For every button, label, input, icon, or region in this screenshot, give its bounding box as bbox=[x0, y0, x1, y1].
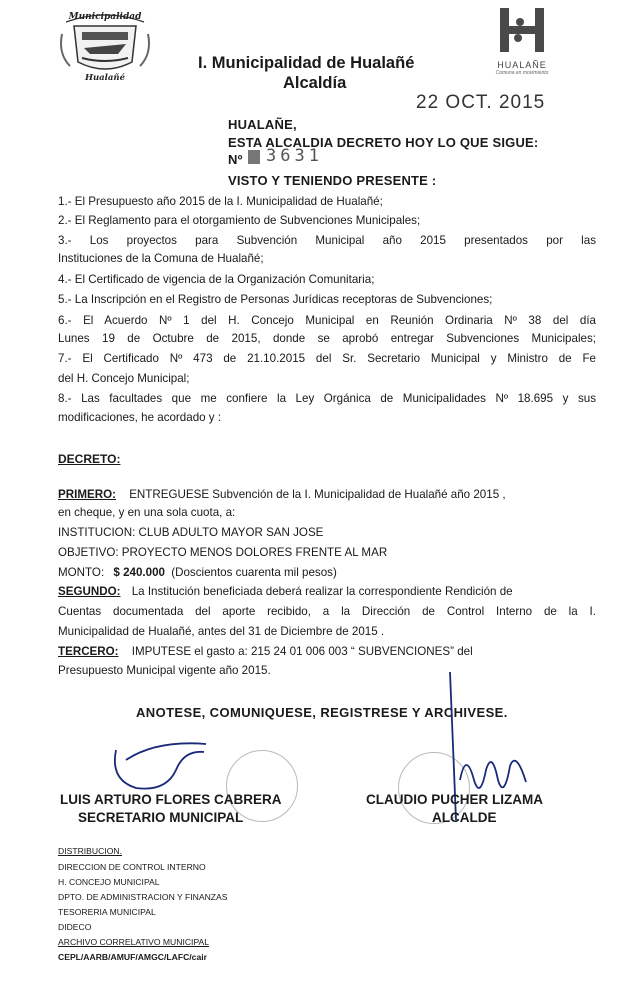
decree-place: HUALAÑE, bbox=[228, 117, 297, 132]
closing-text: ANOTESE, COMUNIQUESE, REGISTRESE Y ARCHIVESE. bbox=[136, 705, 508, 720]
page-title: I. Municipalidad de Hualañé bbox=[198, 54, 415, 72]
municipal-seal bbox=[56, 4, 154, 82]
monto-line bbox=[58, 566, 337, 579]
considerando-8-cont: modificaciones, he acordado y : bbox=[58, 411, 222, 424]
considerando-4: 4.- El Certificado de vigencia de la Organización Comunitaria; bbox=[58, 273, 375, 286]
secretary-title: SECRETARIO MUNICIPAL bbox=[78, 810, 244, 825]
visto-heading: VISTO Y TENIENDO PRESENTE : bbox=[228, 173, 437, 188]
seal-bottom-text: Hualañé bbox=[84, 73, 126, 82]
tercero-text: IMPUTESE el gasto a: 215 24 01 006 003 “ SUBVENCIONES” del bbox=[131, 645, 473, 658]
considerando-6: 6.- El Acuerdo Nº 1 del H. Concejo Municipal en Reunión Ordinaria Nº 38 del día bbox=[58, 314, 596, 327]
considerando-2: 2.- El Reglamento para el otorgamiento de Subvenciones Municipales; bbox=[58, 214, 421, 227]
segundo-line-3: Municipalidad de Hualañé, antes del 31 de Diciembre de 2015 . bbox=[58, 625, 385, 638]
distribution-item: DPTO. DE ADMINISTRACION Y FINANZAS bbox=[58, 892, 228, 902]
considerando-8: 8.- Las facultades que me confiere la Ley Orgánica de Municipalidades Nº 18.695 y sus bbox=[58, 392, 596, 405]
secretary-signature bbox=[96, 720, 226, 800]
distribution-heading: DISTRIBUCION. bbox=[58, 846, 122, 856]
distribution-item: DIDECO bbox=[58, 922, 92, 932]
decreto-heading: DECRETO: bbox=[58, 452, 121, 466]
decree-line: ESTA ALCALDIA DECRETO HOY LO QUE SIGUE: bbox=[228, 135, 539, 150]
distribution-archive: ARCHIVO CORRELATIVO MUNICIPAL bbox=[58, 937, 210, 947]
objetivo-line: OBJETIVO: PROYECTO MENOS DOLORES FRENTE AL MAR bbox=[58, 546, 388, 559]
distribution-item: DIRECCION DE CONTROL INTERNO bbox=[58, 862, 206, 872]
tercero-line bbox=[58, 645, 473, 658]
distribution-item: TESORERIA MUNICIPAL bbox=[58, 907, 156, 917]
monto-label: MONTO: bbox=[58, 566, 105, 579]
segundo-line-2: Cuentas documentada del aporte recibido, a la Dirección de Control Interno de la I. bbox=[58, 605, 596, 618]
seal-top-text: Municipalidad bbox=[68, 12, 142, 22]
considerando-6-cont: Lunes 19 de Octubre de 2015, donde se aprobó entregar Subvenciones Municipales; bbox=[58, 332, 596, 345]
monto-value: $ 240.000 bbox=[113, 566, 165, 579]
segundo-text: La Institución beneficiada deberá realizar la correspondiente Rendición de bbox=[131, 585, 513, 598]
distribution-item: H. CONCEJO MUNICIPAL bbox=[58, 877, 160, 887]
logo-name: HUALAÑE bbox=[497, 60, 547, 70]
logo-tagline: Comuna en movimiento bbox=[495, 70, 549, 76]
tercero-line-2: Presupuesto Municipal vigente año 2015. bbox=[58, 664, 271, 677]
considerando-5: 5.- La Inscripción en el Registro de Personas Jurídicas receptoras de Subvenciones; bbox=[58, 293, 493, 306]
considerando-3-cont: Instituciones de la Comuna de Hualañé; bbox=[58, 252, 264, 265]
hualane-logo bbox=[488, 6, 556, 76]
distribution-initials: CEPL/AARB/AMUF/AMGC/LAFC/cair bbox=[58, 952, 207, 962]
primero-line-2: en cheque, y en una sola cuota, a: bbox=[58, 506, 236, 519]
segundo-line bbox=[58, 585, 513, 598]
mayor-name: CLAUDIO PUCHER LIZAMA bbox=[366, 792, 543, 807]
primero-line bbox=[58, 488, 506, 501]
hualane-logo-icon bbox=[494, 6, 550, 54]
municipal-seal-graphic bbox=[56, 4, 154, 82]
decree-number-label: Nº bbox=[228, 152, 243, 167]
institucion-line: INSTITUCION: CLUB ADULTO MAYOR SAN JOSE bbox=[58, 526, 324, 539]
secretary-name: LUIS ARTURO FLORES CABRERA bbox=[60, 792, 282, 807]
page-subtitle: Alcaldía bbox=[283, 74, 347, 92]
considerando-1: 1.- El Presupuesto año 2015 de la I. Municipalidad de Hualañé; bbox=[58, 195, 383, 208]
number-stamp-mark bbox=[248, 150, 260, 164]
considerando-3: 3.- Los proyectos para Subvención Municipal año 2015 presentados por las bbox=[58, 234, 596, 247]
primero-text: ENTREGUESE Subvención de la I. Municipalidad de Hualañé año 2015 , bbox=[129, 488, 506, 501]
mayor-title: ALCALDE bbox=[432, 810, 497, 825]
considerando-7: 7.- El Certificado Nº 473 de 21.10.2015 del Sr. Secretario Municipal y Ministro de Fe bbox=[58, 352, 596, 365]
monto-words: (Doscientos cuarenta mil pesos) bbox=[171, 566, 337, 579]
decree-number: 3631 bbox=[266, 146, 323, 166]
date-stamp: 22 OCT. 2015 bbox=[416, 92, 546, 113]
primero-label: PRIMERO: bbox=[58, 488, 116, 501]
tercero-label: TERCERO: bbox=[58, 645, 119, 658]
segundo-label: SEGUNDO: bbox=[58, 585, 121, 598]
considerando-7-cont: del H. Concejo Municipal; bbox=[58, 372, 190, 385]
